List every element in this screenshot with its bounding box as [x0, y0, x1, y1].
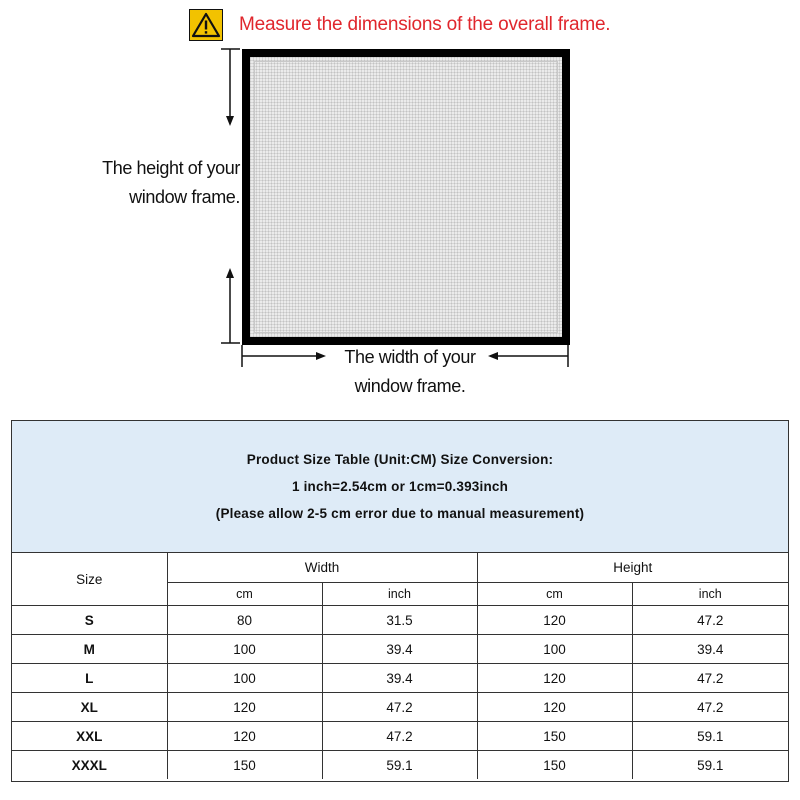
width-label-line2: window frame.	[354, 376, 466, 396]
width-inch-cell: 59.1	[322, 751, 477, 780]
width-cm-cell: 100	[167, 635, 322, 664]
size-cell: M	[12, 635, 167, 664]
height-cm-cell: 150	[477, 722, 632, 751]
height-inch-cell: 47.2	[632, 664, 788, 693]
width-inch-cell: 47.2	[322, 722, 477, 751]
width-label-line1: The width of your	[344, 347, 476, 367]
col-header-height: Height	[477, 553, 788, 583]
width-inch-cell: 47.2	[322, 693, 477, 722]
width-inch-cell: 39.4	[322, 664, 477, 693]
window-frame-illustration	[242, 49, 570, 345]
col-header-width: Width	[167, 553, 477, 583]
height-cm-cell: 100	[477, 635, 632, 664]
warning-text: Measure the dimensions of the overall frame.	[239, 14, 611, 35]
unit-header-width-inch: inch	[322, 583, 477, 606]
width-cm-cell: 120	[167, 722, 322, 751]
width-inch-cell: 39.4	[322, 635, 477, 664]
width-cm-cell: 120	[167, 693, 322, 722]
table-row	[12, 635, 788, 664]
height-inch-cell: 47.2	[632, 606, 788, 635]
table-row	[12, 751, 788, 780]
unit-header-height-inch: inch	[632, 583, 788, 606]
height-cm-cell: 150	[477, 751, 632, 780]
height-cm-cell: 120	[477, 664, 632, 693]
unit-header-height-cm: cm	[477, 583, 632, 606]
height-label-line2: window frame.	[129, 187, 240, 207]
width-cm-cell: 100	[167, 664, 322, 693]
error-note: (Please allow 2-5 cm error due to manual measurement)	[215, 506, 585, 521]
mesh-screen	[254, 61, 558, 333]
height-inch-cell: 47.2	[632, 693, 788, 722]
col-header-size: Size	[12, 553, 167, 606]
size-cell: XXL	[12, 722, 167, 751]
size-cell: S	[12, 606, 167, 635]
width-inch-cell: 31.5	[322, 606, 477, 635]
width-cm-cell: 80	[167, 606, 322, 635]
height-cm-cell: 120	[477, 606, 632, 635]
height-inch-cell: 39.4	[632, 635, 788, 664]
height-label	[80, 154, 240, 212]
size-grid	[12, 553, 788, 779]
conversion-note: 1 inch=2.54cm or 1cm=0.393inch	[291, 479, 509, 494]
table-title: Product Size Table (Unit:CM) Size Conversion:	[246, 452, 554, 467]
height-cm-cell: 120	[477, 693, 632, 722]
size-table	[11, 420, 789, 782]
height-inch-cell: 59.1	[632, 722, 788, 751]
table-row	[12, 606, 788, 635]
size-table-header	[12, 421, 788, 553]
size-cell: XL	[12, 693, 167, 722]
table-row	[12, 693, 788, 722]
width-cm-cell: 150	[167, 751, 322, 780]
height-label-line1: The height of your	[102, 158, 240, 178]
height-inch-cell: 59.1	[632, 751, 788, 780]
width-label	[330, 343, 490, 401]
unit-header-width-cm: cm	[167, 583, 322, 606]
table-row	[12, 722, 788, 751]
size-cell: L	[12, 664, 167, 693]
table-row	[12, 664, 788, 693]
size-cell: XXXL	[12, 751, 167, 780]
